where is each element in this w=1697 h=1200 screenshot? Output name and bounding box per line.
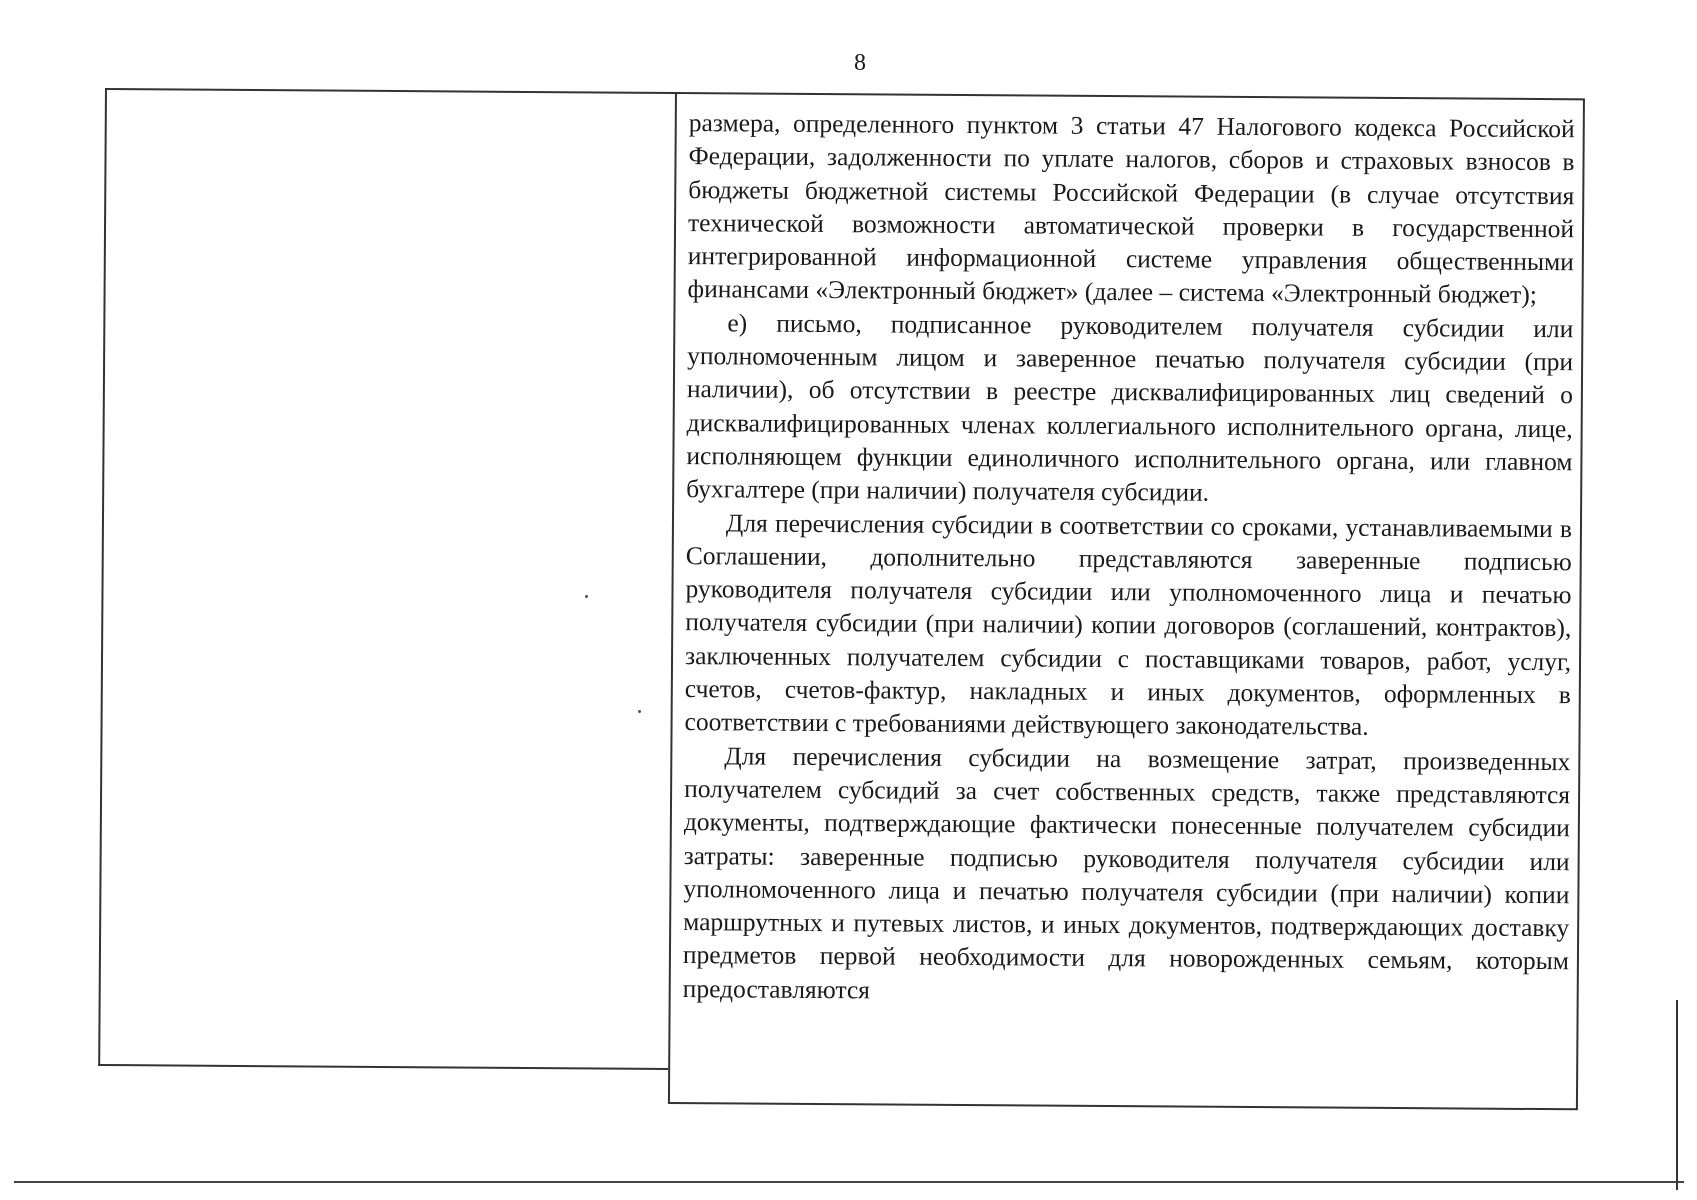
table-right-cell bbox=[668, 92, 1585, 1110]
paragraph-continuation: размера, определенного пунктом 3 статьи 47 Налогового кодекса Российской Федерации, задолженности по уплате налогов, сборов и страховых взносов в бюджеты бюджетной системы Российской Федерации (в случае отсутствия технической возможности автоматической проверки в государственной интегрированной информационной системе управления общественными финансами «Электронный бюджет» (далее – система «Электронный бюджет); bbox=[687, 108, 1575, 310]
paragraph-cost-reimbursement: Для перечисления субсидии на возмещение затрат, произведенных получателем субсидий за счет собственных средств, также представляются документы, подтверждающие фактически понесенные получателем субсидии затраты: заверенные подписью руководителя получателя субсидии или уполномоченного лица и печатью получателя субсидии (при наличии) копии маршрутных и путевых листов, и иных документов, подтверждающих доставку предметов первой необходимости для новорожденных семьям, которым предоставляются bbox=[682, 740, 1571, 1005]
table-left-cell bbox=[98, 88, 675, 1070]
scan-right-edge bbox=[1676, 1000, 1678, 1190]
scan-bottom-edge bbox=[14, 1181, 1684, 1183]
paragraph-item-e: е) письмо, подписанное руководителем получателя субсидии или уполномоченным лицом и заверенное печатью получателя субсидии (при наличии), об отсутствии в реестре дисквалифицированных лиц сведений о дисквалифицированных членах коллегиального исполнительного органа, лице, исполняющем функции единоличного исполнительного органа, или главном бухгалтере (при наличии) получателя субсидии. bbox=[686, 308, 1574, 507]
page-number: 8 bbox=[854, 50, 866, 76]
scan-speck bbox=[585, 595, 588, 598]
scan-speck bbox=[638, 710, 641, 713]
document-table bbox=[98, 88, 1585, 1110]
paragraph-transfer-terms: Для перечисления субсидии в соответствии со сроками, устанавливаемыми в Соглашении, дополнительно представляются заверенные подписью руководителя получателя субсидии или уполномоченного лица и печатью получателя субсидии (при наличии) копии договоров (соглашений, контрактов), заключенных получателем субсидии с поставщиками товаров, работ, услуг, счетов, счетов-фактур, накладных и иных документов, оформленных в соответствии с требованиями действующего законодательства. bbox=[684, 507, 1573, 742]
